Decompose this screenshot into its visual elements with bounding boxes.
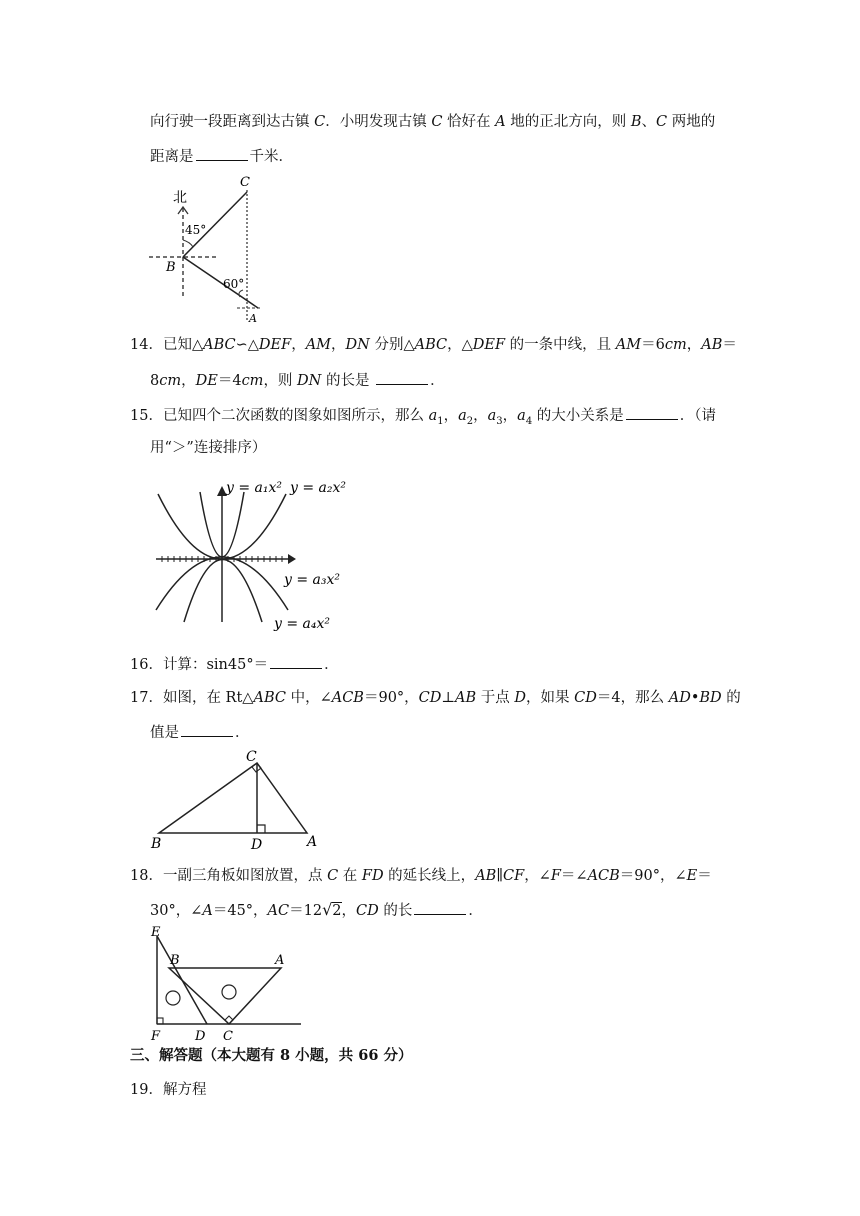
q14-line2: 8cm，DE＝4cm，则 DN 的长是 ． — [150, 370, 445, 391]
q18-line2: 30°，∠A＝45°，AC＝12√2，CD 的长 ． — [150, 900, 483, 919]
answer-blank — [414, 900, 466, 915]
answer-blank — [626, 405, 678, 420]
q16-line: 16．计算：sin45°＝ ． — [130, 654, 339, 675]
q15-line2: 用“＞”连接排序） — [150, 440, 267, 456]
point-d-label: D — [251, 837, 263, 852]
answer-blank — [181, 722, 233, 737]
q15-line1: 15．已知四个二次函数的图象如图所示，那么 $a_1$，$a_2$，$a_3$，$a_4$ 的大小关系是 ．（请 — [130, 405, 716, 432]
point-e-label: E — [151, 925, 161, 940]
point-f-label: F — [151, 1029, 161, 1044]
section-3-heading: 三、解答题（本大题有 8 小题，共 66 分） — [130, 1047, 413, 1064]
curve-label-a4: y = a₄x² — [274, 616, 331, 632]
angle-45-label: 45° — [185, 223, 207, 237]
point-a-label: A — [249, 312, 257, 324]
point-b-label: B — [170, 953, 180, 968]
q13-line1: 向行驶一段距离到达古镇 C．小明发现古镇 C 恰好在 A 地的正北方向，则 B、C 两地的 — [150, 114, 716, 130]
q14-line1: 14．已知△ABC∽△DEF，AM，DN 分别△ABC，△DEF 的一条中线，且 AM＝6cm，AB＝ — [130, 337, 737, 353]
point-c-label: C — [246, 749, 257, 765]
q18-figure — [145, 922, 305, 1046]
q13-figure — [145, 172, 270, 324]
answer-blank — [376, 370, 428, 385]
angle-60-label: 60° — [223, 277, 245, 291]
point-a-label: A — [275, 953, 285, 968]
point-b-label: B — [151, 836, 162, 852]
q15-figure — [150, 472, 360, 632]
north-label: 北 — [173, 190, 187, 206]
point-c-label: C — [223, 1029, 233, 1044]
answer-blank — [196, 146, 248, 161]
curve-label-a3: y = a₃x² — [284, 572, 341, 588]
point-d-label: D — [195, 1029, 206, 1044]
q17-line2: 值是 ． — [150, 722, 250, 743]
curve-label-a2: y = a₂x² — [290, 480, 347, 496]
q18-line1: 18．一副三角板如图放置，点 C 在 FD 的延长线上，AB∥CF，∠F＝∠ACB＝90°，∠E＝ — [130, 868, 712, 884]
curve-label-a1: y = a₁x² — [226, 480, 283, 496]
q17-line1: 17．如图，在 Rt△ABC 中，∠ACB＝90°，CD⊥AB 于点 D，如果 CD＝4，那么 AD•BD 的 — [130, 690, 741, 706]
point-c-label: C — [240, 175, 250, 190]
answer-blank — [270, 654, 322, 669]
point-b-label: B — [166, 260, 176, 275]
point-a-label: A — [307, 834, 318, 850]
q17-figure — [145, 748, 325, 852]
q13-line2: 距离是 千米． — [150, 146, 293, 167]
q19-line: 19．解方程 — [130, 1082, 207, 1098]
